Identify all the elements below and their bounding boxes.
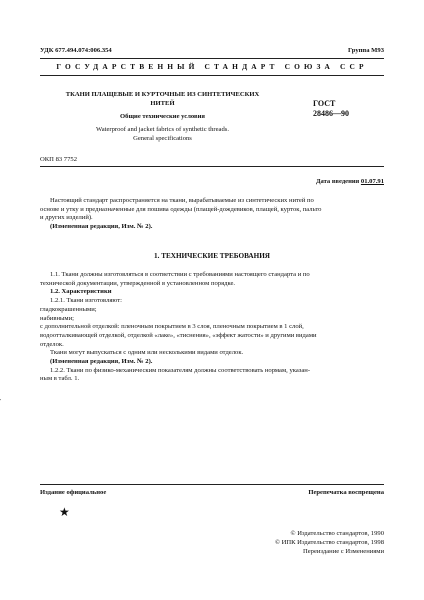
body-line: технической документации, утвержденной в установленном порядке. xyxy=(40,279,236,287)
title-block-rule xyxy=(40,166,384,167)
reissue-note: Переиздание с Изменениями xyxy=(302,548,384,555)
body-line: набивными; xyxy=(40,314,74,322)
okp-code: ОКП 83 7752 xyxy=(40,156,77,163)
body-line: 1.2.1. Ткани изготовляют: xyxy=(50,297,122,305)
intro-amendment: (Измененная редакция, Изм. № 2). xyxy=(50,223,153,231)
body-heading-characteristics: 1.2. Характеристики xyxy=(50,288,112,296)
footer-rule xyxy=(40,484,384,485)
body-line: ным в табл. 1. xyxy=(40,375,80,383)
intro-line: и других изделий). xyxy=(40,214,93,222)
gost-label: ГОСТ xyxy=(313,99,336,108)
intro-paragraph xyxy=(40,197,384,232)
body-line: с дополнительной отделкой: пленочным покрытием в 3 слоя, пленочным покрытием в 1 слой, xyxy=(40,323,304,331)
body-line: 1.2.2. Ткани по физико-механическим показателям должны соответствовать нормам, указан- xyxy=(50,366,311,374)
state-standard-banner: ГОСУДАРСТВЕННЫЙ СТАНДАРТ СОЮЗА ССР xyxy=(56,62,368,71)
copyright-1998: © ИПК Издательство стандартов, 1998 xyxy=(274,539,384,546)
body-line: Ткани могут выпускаться с одним или несколькими видами отделок. xyxy=(50,349,244,357)
header-rule-top xyxy=(40,58,384,59)
title-line-1: ТКАНИ ПЛАЩЕВЫЕ И КУРТОЧНЫЕ ИЗ СИНТЕТИЧЕСКИХ xyxy=(65,91,260,98)
intro-date-line xyxy=(316,178,384,187)
official-edition: Издание официальное xyxy=(40,489,107,496)
body-line: отделок. xyxy=(40,340,64,348)
title-subtitle: Общие технические условия xyxy=(120,113,205,120)
intro-date-value: 01.07.91 xyxy=(360,178,384,185)
body-line: 1.1. Ткани должны изготовляться в соответствии с требованиями настоящего стандарта и по xyxy=(50,271,310,278)
header-rule-bottom xyxy=(40,75,384,76)
intro-line: основе и утку и предназначенные для пошива одежды (плащей-дождевиков, плащей, курток, пальто xyxy=(40,205,322,213)
intro-date-label: Дата введения xyxy=(315,178,360,185)
side-stamp xyxy=(0,390,1,463)
group-code: Группа М93 xyxy=(347,47,384,54)
intro-line: Настоящий стандарт распространяется на ткани, вырабатываемые из синтетических нитей по xyxy=(50,197,314,204)
section-body xyxy=(40,271,384,384)
english-title-line-2: General specifications xyxy=(133,135,192,142)
section-title: 1. ТЕХНИЧЕСКИЕ ТРЕБОВАНИЯ xyxy=(154,252,270,260)
gost-number: 28486—90 xyxy=(313,109,349,118)
body-line: гладкокрашенными; xyxy=(40,305,97,313)
copyright-1990: © Издательство стандартов, 1990 xyxy=(290,530,384,537)
reprint-prohibited: Перепечатка воспрещена xyxy=(308,489,384,496)
body-amendment: (Измененная редакция, Изм. № 2). xyxy=(50,358,153,366)
english-title-line-1: Waterproof and jacket fabrics of synthetic threads. xyxy=(96,126,229,133)
udk-code: УДК 677.494.074:006.354 xyxy=(40,47,112,54)
title-line-2: НИТЕЙ xyxy=(150,100,175,107)
star-icon: ★ xyxy=(59,505,70,519)
body-line: водоотталкивающей отделкой, отделкой «лаке», «тиснения», «эффект жатости» и другими видами xyxy=(40,331,317,339)
